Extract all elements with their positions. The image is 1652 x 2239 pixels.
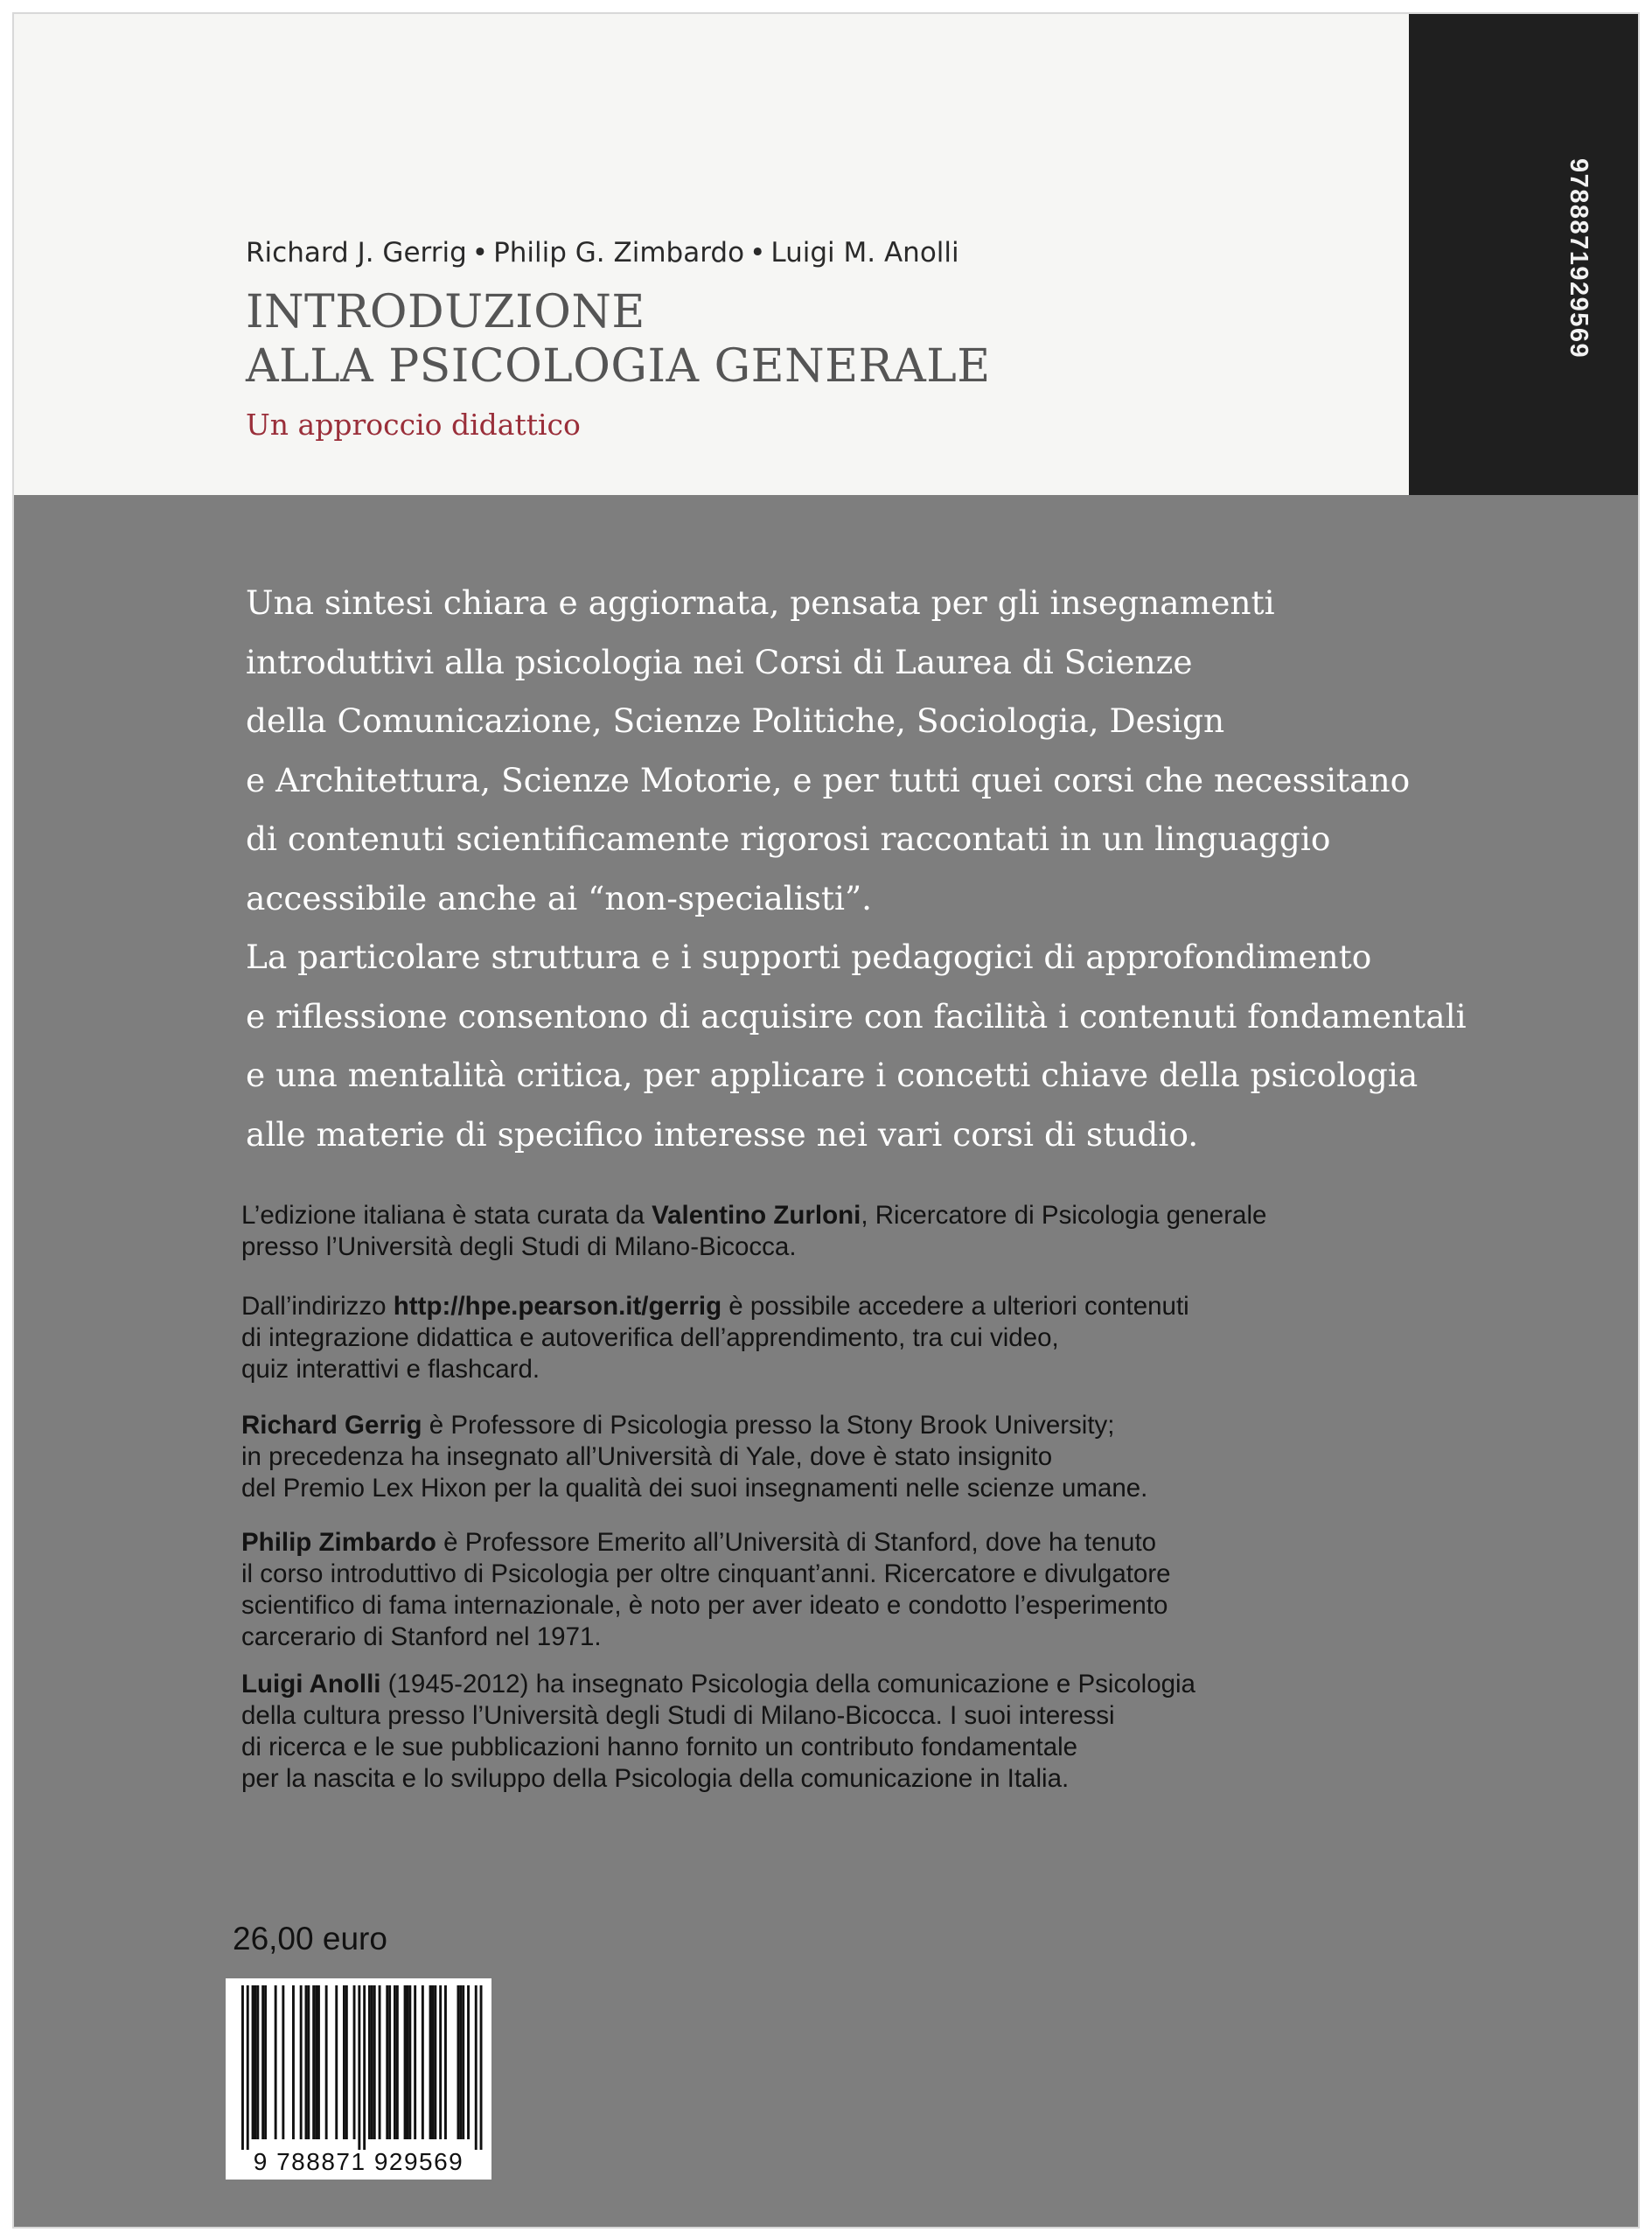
web-note — [241, 1291, 1413, 1385]
barcode-bar — [414, 1985, 416, 2139]
barcode-bar — [343, 1985, 345, 2139]
bio-anolli — [241, 1669, 1413, 1795]
bio-line — [241, 1527, 1413, 1559]
author-zimbardo: Philip G. Zimbardo — [493, 237, 745, 269]
book-back-cover — [14, 14, 1638, 2227]
barcode-bar — [422, 1985, 424, 2139]
summary-line: alle materie di specifico interesse nei vari corsi di studio. — [246, 1114, 1199, 1154]
summary-line: La particolare struttura e i supporti pedagogici di approfondimento — [246, 938, 1372, 976]
bio-line: di ricerca e le sue pubblicazioni hanno fornito un contributo fondamentale — [241, 1733, 1078, 1761]
barcode-bar — [345, 1985, 348, 2139]
bio-name: Richard Gerrig — [241, 1411, 422, 1440]
barcode-bar — [264, 1985, 267, 2139]
barcode — [226, 1978, 491, 2180]
bio-gerrig — [241, 1410, 1413, 1504]
text-span: è Professore di Psicologia presso la Stony Brook University; — [422, 1411, 1115, 1440]
barcode-bar — [404, 1985, 407, 2139]
barcode-bar — [459, 1985, 462, 2139]
editor-note-line: presso l’Università degli Studi di Milano-Bicocca. — [241, 1232, 797, 1261]
editor-note — [241, 1200, 1413, 1263]
barcode-bar — [358, 1985, 360, 2150]
barcode-bar — [432, 1985, 435, 2139]
book-title — [246, 285, 991, 394]
barcode-bar — [261, 1985, 264, 2139]
bio-line — [241, 1669, 1413, 1700]
barcode-bar — [444, 1985, 447, 2139]
barcode-bar — [335, 1985, 338, 2139]
text-span: L’edizione italiana è stata curata da — [241, 1201, 652, 1230]
editor-note-line — [241, 1200, 1413, 1231]
summary-line: accessibile anche ai “non-specialisti”. — [246, 878, 873, 917]
barcode-bar — [282, 1985, 284, 2139]
editor-name: Valentino Zurloni — [652, 1201, 861, 1230]
summary-line: introduttivi alla psicologia nei Corsi di Laurea di Scienze — [246, 642, 1193, 681]
author-anolli: Luigi M. Anolli — [770, 237, 959, 269]
summary-text — [246, 574, 1488, 1164]
bio-line: scientifico di fama internazionale, è noto per aver ideato e condotto l’esperimento — [241, 1591, 1168, 1620]
barcode-bar — [275, 1985, 277, 2139]
barcode-bar — [394, 1985, 396, 2139]
barcode-bar — [379, 1985, 381, 2139]
web-note-line — [241, 1291, 1413, 1322]
barcode-bar — [317, 1985, 320, 2139]
barcode-bar — [305, 1985, 308, 2139]
website-url: http://hpe.pearson.it/gerrig — [393, 1292, 722, 1321]
barcode-bar — [371, 1985, 373, 2139]
summary-line: e una mentalità critica, per applicare i concetti chiave della psicologia — [246, 1056, 1418, 1094]
spine-isbn: 9788871929569 — [1565, 158, 1593, 359]
bio-line: del Premio Lex Hixon per la qualità dei suoi insegnamenti nelle scienze umane. — [241, 1474, 1148, 1503]
barcode-bar — [292, 1985, 295, 2139]
barcode-bar — [307, 1985, 310, 2139]
barcode-bar — [475, 1985, 477, 2150]
author-gerrig: Richard J. Gerrig — [246, 237, 467, 269]
barcode-bar — [363, 1985, 366, 2150]
barcode-bar — [407, 1985, 409, 2139]
summary-line: e Architettura, Scienze Motorie, e per tutti quei corsi che necessitano — [246, 760, 1411, 799]
barcode-bar — [434, 1985, 436, 2139]
barcode-bar — [247, 1985, 249, 2150]
barcode-bar — [429, 1985, 432, 2139]
web-note-line: quiz interattivi e flashcard. — [241, 1355, 540, 1384]
barcode-bar — [252, 1985, 254, 2139]
text-span: è Professore Emerito all’Università di Stanford, dove ha tenuto — [436, 1528, 1157, 1557]
barcode-bar — [373, 1985, 376, 2139]
header-band — [14, 14, 1409, 495]
summary-line: Una sintesi chiara e aggiornata, pensata per gli insegnamenti — [246, 583, 1275, 622]
barcode-bar — [386, 1985, 388, 2139]
barcode-bar — [353, 1985, 356, 2139]
bio-zimbardo — [241, 1527, 1413, 1653]
barcode-bar — [408, 1985, 411, 2139]
spine-strip — [1409, 14, 1638, 495]
barcode-bar — [315, 1985, 317, 2139]
bio-line: della cultura presso l’Università degli Studi di Milano-Bicocca. I suoi interessi — [241, 1701, 1115, 1730]
barcode-bar — [256, 1985, 259, 2139]
barcode-bar — [457, 1985, 460, 2139]
summary-line: di contenuti scientificamente rigorosi raccontati in un linguaggio — [246, 820, 1331, 858]
author-separator: • — [471, 237, 489, 269]
price-label: 26,00 euro — [233, 1921, 387, 1957]
barcode-bar — [300, 1985, 303, 2139]
bio-line — [241, 1410, 1413, 1441]
barcode-bars — [226, 1978, 491, 2150]
author-line — [246, 237, 959, 269]
text-span: , Ricercatore di Psicologia generale — [861, 1201, 1267, 1230]
barcode-bar — [368, 1985, 371, 2139]
barcode-bar — [388, 1985, 391, 2139]
bio-name: Luigi Anolli — [241, 1670, 381, 1698]
bio-line: carcerario di Stanford nel 1971. — [241, 1622, 602, 1651]
title-line: INTRODUZIONE — [246, 286, 645, 338]
barcode-bar — [480, 1985, 483, 2150]
author-separator: • — [749, 237, 766, 269]
barcode-bar — [396, 1985, 399, 2139]
barcode-digits: 9 788871 929569 — [253, 2148, 464, 2175]
bio-name: Philip Zimbardo — [241, 1528, 436, 1557]
text-span: (1945-2012) ha insegnato Psicologia della comunicazione e Psicologia — [380, 1670, 1195, 1698]
text-span: è possibile accedere a ulteriori contenuti — [721, 1292, 1189, 1321]
barcode-bar — [241, 1985, 244, 2150]
barcode-bar — [439, 1985, 442, 2139]
bio-line: il corso introduttivo di Psicologia per oltre cinquant’anni. Ricercatore e divulgatore — [241, 1559, 1171, 1588]
web-note-line: di integrazione didattica e autoverifica dell’apprendimento, tra cui video, — [241, 1323, 1059, 1352]
summary-line: della Comunicazione, Scienze Politiche, Sociologia, Design — [246, 701, 1225, 740]
barcode-bar — [467, 1985, 470, 2139]
book-subtitle: Un approccio didattico — [246, 408, 581, 442]
barcode-bar — [254, 1985, 257, 2139]
barcode-bar — [325, 1985, 328, 2139]
bio-line: per la nascita e lo sviluppo della Psicologia della comunicazione in Italia. — [241, 1764, 1070, 1793]
summary-line: e riflessione consentono di acquisire con facilità i contenuti fondamentali — [246, 996, 1467, 1036]
bio-line: in precedenza ha insegnato all’Università di Yale, dove è stato insignito — [241, 1442, 1053, 1471]
barcode-bar — [312, 1985, 315, 2139]
text-span: Dall’indirizzo — [241, 1292, 394, 1321]
barcode-bar — [462, 1985, 464, 2139]
title-line: ALLA PSICOLOGIA GENERALE — [246, 340, 991, 393]
